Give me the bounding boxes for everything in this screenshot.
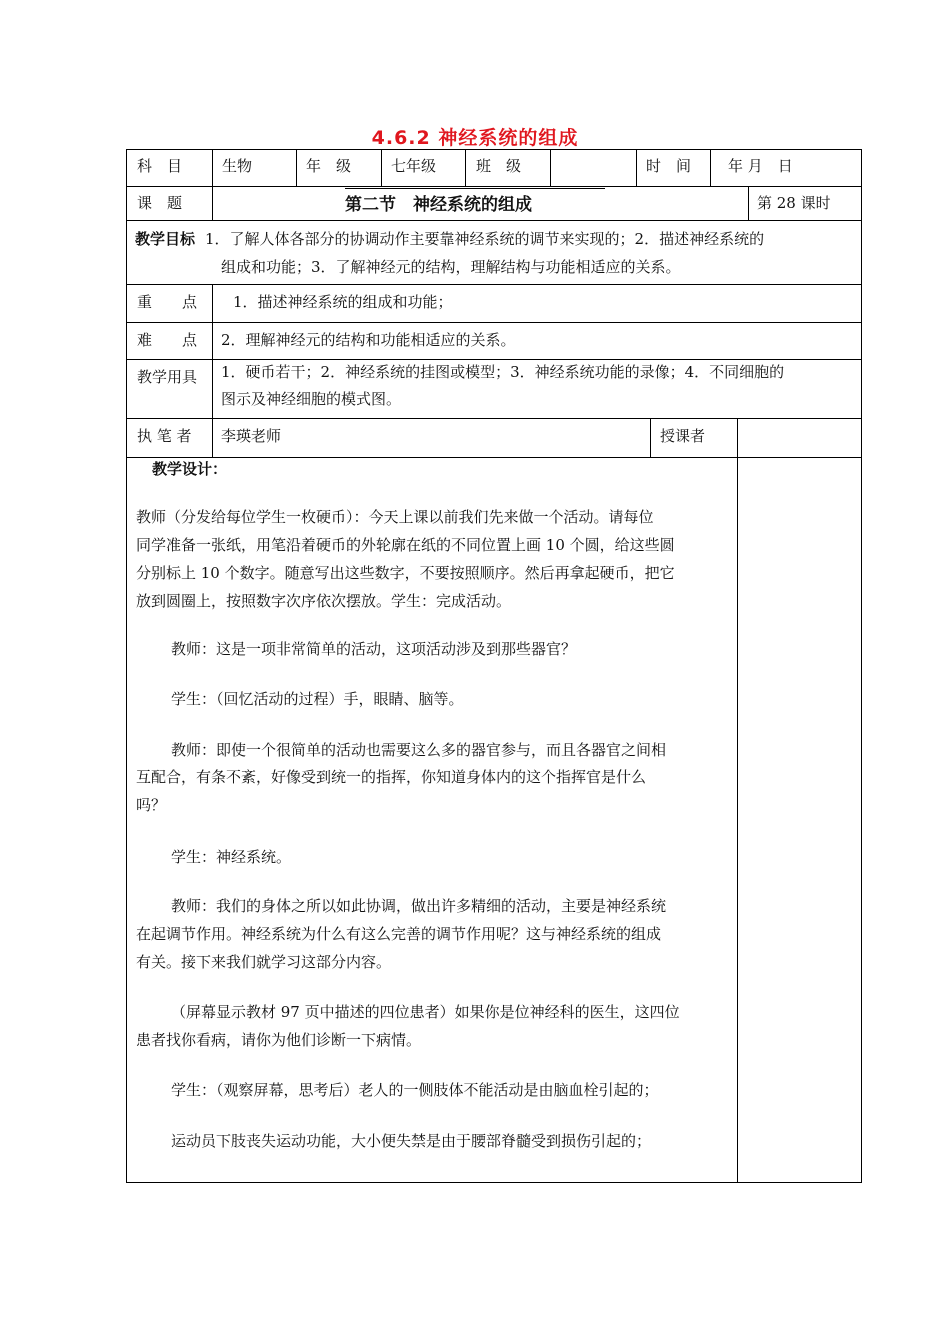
design-p1-line-2: 同学准备一张纸，用笔沿着硬币的外轮廓在纸的不同位置上画 10 个圆，给这些圆 bbox=[136, 536, 675, 554]
design-p1-line-3: 分别标上 10 个数字。随意写出这些数字，不要按照顺序。然后再拿起硬币，把它 bbox=[136, 564, 675, 582]
tools-line-1: 1．硬币若干；2．神经系统的挂图或模型；3．神经系统功能的录像；4．不同细胞的 bbox=[221, 363, 785, 381]
difficulty-label: 难 点 bbox=[137, 331, 198, 349]
class-label: 班 级 bbox=[476, 157, 522, 175]
lesson-title: 第二节 神经系统的组成 bbox=[345, 195, 532, 215]
design-p8: 学生：（观察屏幕，思考后）老人的一侧肢体不能活动是由脑血栓引起的； bbox=[171, 1081, 659, 1099]
difficulty-value: 2．理解神经元的结构和功能相适应的关系。 bbox=[221, 331, 516, 349]
key-point-value: 1．描述神经系统的组成和功能； bbox=[233, 293, 453, 311]
design-p5: 学生：神经系统。 bbox=[171, 848, 292, 866]
tools-line-2: 图示及神经细胞的模式图。 bbox=[221, 390, 402, 408]
design-p9: 运动员下肢丧失运动功能，大小便失禁是由于腰部脊髓受到损伤引起的； bbox=[171, 1132, 652, 1150]
design-p6-line-3: 有关。接下来我们就学习这部分内容。 bbox=[136, 953, 392, 971]
design-heading: 教学设计： bbox=[152, 460, 228, 478]
grade-value: 七年级 bbox=[391, 157, 437, 175]
design-p1-line-1: 教师（分发给每位学生一枚硬币）：今天上课以前我们先来做一个活动。请每位 bbox=[136, 508, 654, 526]
grade-label: 年 级 bbox=[306, 157, 352, 175]
design-p4-line-3: 吗？ bbox=[136, 796, 167, 814]
author-value: 李瑛老师 bbox=[221, 427, 282, 445]
design-p4-line-2: 互配合，有条不紊，好像受到统一的指挥，你知道身体内的这个指挥官是什么 bbox=[136, 768, 647, 786]
topic-label: 课 题 bbox=[137, 194, 183, 212]
objectives-label: 教学目标 bbox=[135, 230, 196, 248]
time-label: 时 间 bbox=[646, 157, 692, 175]
design-p2: 教师：这是一项非常简单的活动，这项活动涉及到那些器官？ bbox=[171, 640, 577, 658]
design-p7-line-2: 患者找你看病，请你为他们诊断一下病情。 bbox=[136, 1031, 422, 1049]
document-title: 4.6.2 神经系统的组成 bbox=[371, 127, 579, 149]
objectives-line-1: 1．了解人体各部分的协调动作主要靠神经系统的调节来实现的；2．描述神经系统的 bbox=[205, 230, 765, 248]
author-label: 执 笔 者 bbox=[137, 427, 192, 445]
subject-label: 科 目 bbox=[137, 157, 183, 175]
design-p6-line-2: 在起调节作用。神经系统为什么有这么完善的调节作用呢？这与神经系统的组成 bbox=[136, 925, 662, 943]
design-p7-line-1: （屏幕显示教材 97 页中描述的四位患者）如果你是位神经科的医生，这四位 bbox=[171, 1003, 680, 1021]
design-p1-line-4: 放到圆圈上，按照数字次序依次摆放。学生：完成活动。 bbox=[136, 592, 512, 610]
objectives-line-2: 组成和功能；3．了解神经元的结构，理解结构与功能相适应的关系。 bbox=[221, 258, 681, 276]
design-p6-line-1: 教师：我们的身体之所以如此协调，做出许多精细的活动，主要是神经系统 bbox=[171, 897, 667, 915]
tools-label: 教学用具 bbox=[137, 368, 198, 386]
design-p4-line-1: 教师：即使一个很简单的活动也需要这么多的器官参与，而且各器官之间相 bbox=[171, 741, 667, 759]
teacher-label: 授课者 bbox=[660, 427, 706, 445]
subject-value: 生物 bbox=[222, 157, 253, 175]
design-p3: 学生：（回忆活动的过程）手，眼睛、脑等。 bbox=[171, 690, 464, 708]
time-value: 年 月 日 bbox=[728, 157, 793, 175]
key-point-label: 重 点 bbox=[137, 293, 198, 311]
lesson-period: 第 28 课时 bbox=[757, 194, 831, 212]
